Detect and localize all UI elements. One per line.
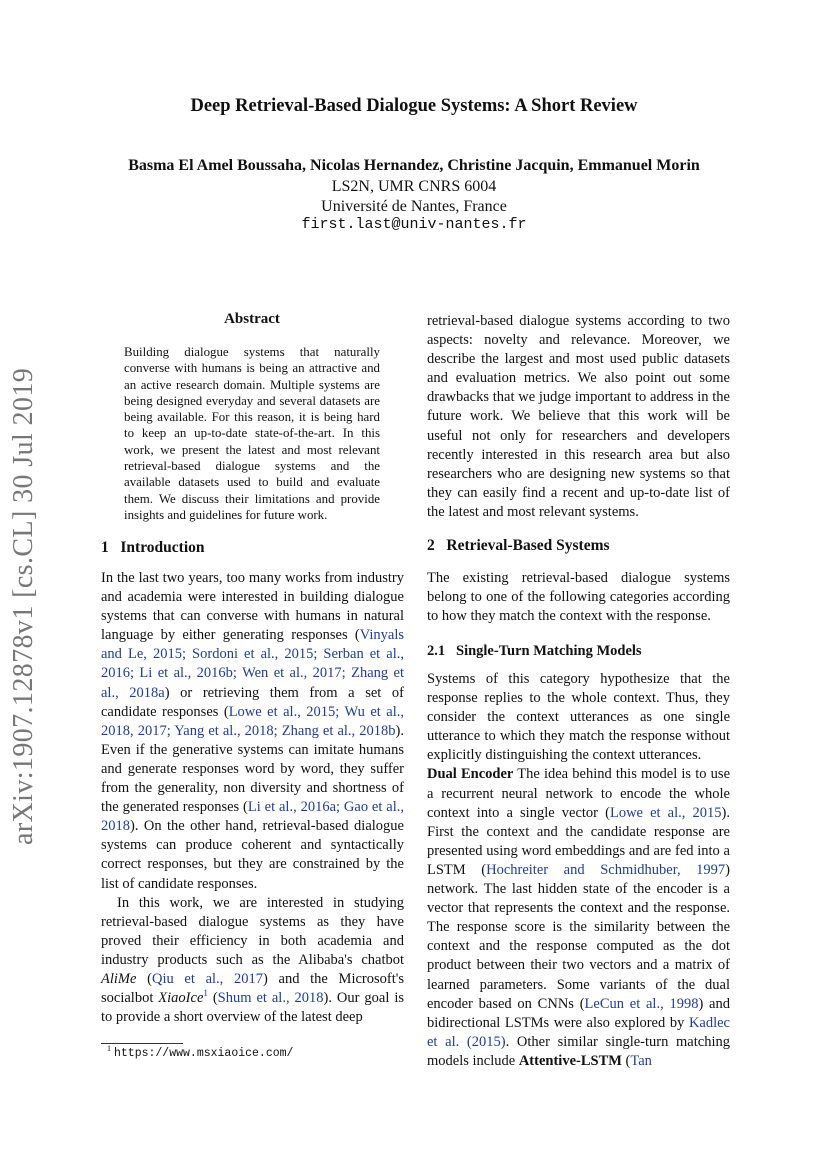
citation-link[interactable]: Li et al., 2016a; Gao et al., 2018 [101,799,404,835]
abstract-continuation [427,312,730,522]
section-2-1-paragraph: Systems of this category hypothesize that the response replies to the whole context. Thus, they consider the context utterances as one single utterance to which they match the response without explicitly distinguishing the context utterances. [427,671,730,764]
citation-link[interactable]: Kadlec et al. (2015) [427,1014,730,1050]
author-email: first.last@univ-nantes.fr [301,216,527,233]
section-2-paragraph: The existing retrieval-based dialogue systems belong to one of the following categories according to how they match the context with the response. [427,570,730,625]
section-2-1-heading: 2.1 Single-Turn Matching Models [427,643,642,659]
intro-continuation-paragraph: retrieval-based dialogue systems according to two aspects: novelty and relevance. Moreover, we describe the largest and most used public datasets and evaluation metrics. We also point out some drawbacks that we judge important to address in the future work. We believe that this work will be useful not only for researchers and developers recently interested in this research area but also researchers who are designing new systems so that they can easily find a recent and up-to-date list of the latest and most relevant systems. [427,313,730,520]
footnote-number: 1 [107,1044,111,1053]
citation-link[interactable]: Lowe et al., 2015 [609,804,722,821]
paper-title: Deep Retrieval-Based Dialogue Systems: A Short Review [190,96,638,116]
section-2-heading: 2 Retrieval-Based Systems [427,537,610,554]
section-2-body [427,569,730,626]
dual-encoder-paragraph: Dual Encoder The idea behind this model is to use a recurrent neural network to encode the whole context into a single vector (Lowe et al., 2015). First the context and the candidate response are presented using word embeddings and are fed into a LSTM (Hochreiter and Schmidhuber, 1997) network. The last hidden state of the encoder is a vector that represents the context and the response. The response score is the similarity between the context and the response computed as the dot product between their two vectors and a matrix of learned parameters. Some variants of the dual encoder based on CNNs (LeCun et al., 1998) and bidirectional LSTMs were also explored by Kadlec et al. (2015). Other similar single-turn matching models include Attentive-LSTM (Tan [427,766,731,1069]
section-1-heading: 1 Introduction [101,539,205,556]
section-2-1-body [427,670,730,1071]
citation-link[interactable]: Vinyals and Le, 2015; Sordoni et al., 2015; Serban et al., 2016; Li et al., 2016b; Wen et al., 2017; Zhang et al., 2018a [101,627,404,701]
section-1-body [101,569,404,1027]
footnote-rule [101,1043,183,1044]
citation-link[interactable]: Tan [630,1052,652,1069]
arxiv-stamp: arXiv:1907.12878v1 [cs.CL] 30 Jul 2019 [8,367,39,845]
abstract-body: Building dialogue systems that naturally converse with humans is being an attractive and an active research domain. Multiple systems are being designed everyday and several datasets are being available. For this reason, it is being hard to keep an up-to-date state-of-the-art. In this work, we present the latest and most relevant retrieval-based dialogue systems and the available datasets used to build and evaluate them. We discuss their limitations and provide insights and guidelines for future work. [124,345,380,522]
citation-link[interactable]: Shum et al., 2018 [217,990,324,1007]
abstract-heading: Abstract [224,311,280,327]
citation-link[interactable]: Hochreiter and Schmidhuber, 1997 [486,861,726,878]
footnote-url[interactable]: https://www.msxiaoice.com/ [114,1047,294,1060]
citation-link[interactable]: Qiu et al., 2017 [151,970,263,987]
affiliation-lab: LS2N, UMR CNRS 6004 [331,178,497,195]
intro-paragraph-1: In the last two years, too many works from industry and academia were interested in building dialogue systems that can converse with humans in natural language by either generating responses (Vinyals and Le, 2015; Sordoni et al., 2015; Serban et al., 2016; Li et al., 2016b; Wen et al., 2017; Zhang et al., 2018a) or retrieving them from a set of candidate responses (Lowe et al., 2015; Wu et al., 2018, 2017; Yang et al., 2018; Zhang et al., 2018b). Even if the generative systems can imitate humans and generate responses word by word, they suffer from the generality, non diversity and shortness of the generated responses (Li et al., 2016a; Gao et al., 2018). On the other hand, retrieval-based dialogue systems can produce coherent and syntactically correct responses, but they are constrained by the list of candidate responses. [101,570,404,892]
authors: Basma El Amel Boussaha, Nicolas Hernandez, Christine Jacquin, Emmanuel Morin [128,157,700,174]
footnote-marker[interactable]: 1 [203,988,208,999]
citation-link[interactable]: Lowe et al., 2015; Wu et al., 2018, 2017; Yang et al., 2018; Zhang et al., 2018b [101,703,404,739]
citation-link[interactable]: LeCun et al., 1998 [584,995,699,1012]
intro-paragraph-2: In this work, we are interested in studying retrieval-based dialogue systems as they have proved their efficiency in both academia and industry products such as the Alibaba's chatbot AliMe (Qiu et al., 2017) and the Microsoft's socialbot XiaoIce$^1$ (Shum et al., 2018). Our goal is to provide a short overview of the latest deep [101,894,404,1026]
affiliation-university: Université de Nantes, France [321,198,507,215]
